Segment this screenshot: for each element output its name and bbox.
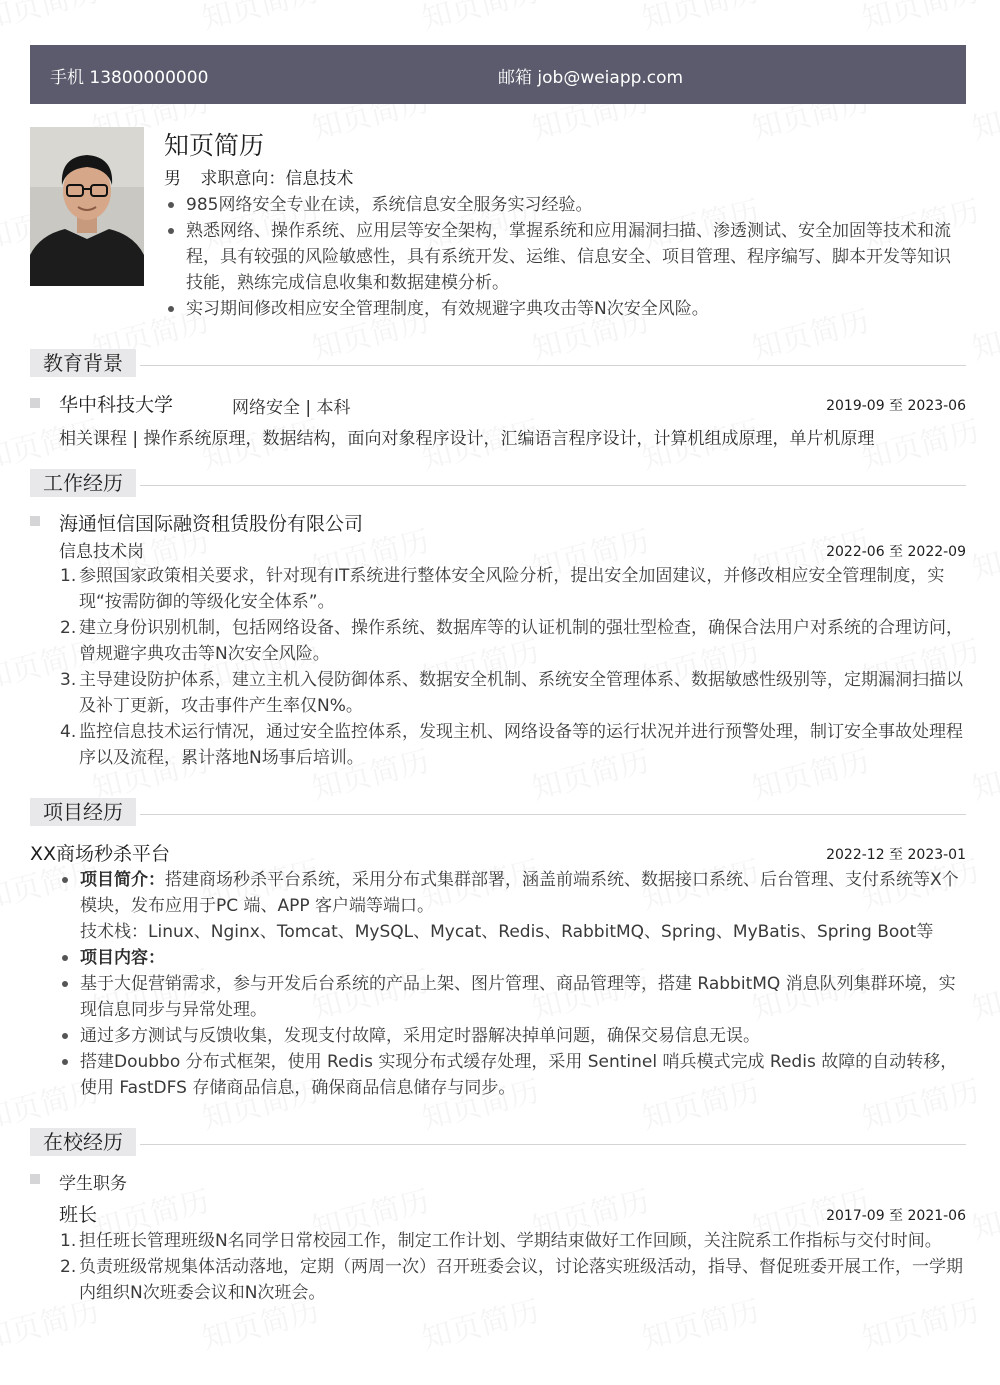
education-date: 2019-09 至 2023-06 <box>826 398 966 414</box>
list-item <box>60 1228 964 1254</box>
project-content-label <box>60 945 964 971</box>
section-divider <box>140 1144 966 1145</box>
item-text: 参照国家政策相关要求，针对现有IT系统进行整体安全风险分析，提出安全加固建议，并修改相应安全管理制度，实现“按需防御的等级化安全体系”。 <box>79 566 945 612</box>
item-number: 2. <box>60 618 77 638</box>
campus-duties <box>60 1228 964 1306</box>
list-item <box>60 1254 964 1306</box>
project-intro <box>60 867 964 919</box>
campus-date: 2017-09 至 2021-06 <box>826 1208 966 1224</box>
item-text: 主导建设防护体系，建立主机入侵防御体系、数据安全机制、系统安全管理体系、数据敏感性级别等，定期漏洞扫描以及补丁更新，攻击事件产生率仅N%。 <box>79 670 963 716</box>
summary-item: 熟悉网络、操作系统、应用层等安全架构，掌握系统和应用漏洞扫描、渗透测试、安全加固等技术和流程，具有较强的风险敏感性，具有系统开发、运维、信息安全、项目管理、程序编写、脚本开发等知识技能，熟练完成信息收集和数据建模分析。 <box>164 218 964 296</box>
contact-phone: 手机 13800000000 <box>50 68 209 88</box>
item-text: 建立身份识别机制，包括网络设备、操作系统、数据库等的认证机制的强壮型检查，确保合法用户对系统的合理访问，曾规避字典攻击等N次安全风险。 <box>79 618 963 664</box>
item-number: 1. <box>60 1231 77 1251</box>
section-divider <box>140 814 966 815</box>
profile-gender: 男 <box>164 169 181 189</box>
list-item <box>60 563 964 615</box>
item-number: 2. <box>60 1257 77 1277</box>
project-name: XX商场秒杀平台 <box>30 843 171 865</box>
work-date: 2022-06 至 2022-09 <box>826 544 966 560</box>
profile-intention: 求职意向：信息技术 <box>200 169 354 189</box>
item-number: 4. <box>60 722 77 742</box>
campus-category: 学生职务 <box>59 1174 127 1194</box>
summary-item: 实习期间修改相应安全管理制度，有效规避字典攻击等N次安全风险。 <box>164 296 964 322</box>
item-number: 3. <box>60 670 77 690</box>
contact-bar <box>30 45 966 104</box>
item-text: 负责班级常规集体活动落地，定期（两周一次）召开班委会议，讨论落实班级活动，指导、督促班委开展工作，一学期内组织N次班委会议和N次班会。 <box>79 1257 963 1303</box>
section-divider <box>140 485 966 486</box>
item-text: 担任班长管理班级N名同学日常校园工作，制定工作计划、学期结束做好工作回顾，关注院系工作指标与交付时间。 <box>79 1231 942 1251</box>
project-date: 2022-12 至 2023-01 <box>826 847 966 863</box>
section-title: 工作经历 <box>30 469 136 497</box>
school-major: 网络安全 | 本科 <box>232 398 351 418</box>
avatar-portrait-icon <box>30 127 144 286</box>
section-education <box>30 349 966 377</box>
work-duties <box>60 563 964 771</box>
list-item: 基于大促营销需求，参与开发后台系统的产品上架、图片管理、商品管理等，搭建 RabbitMQ 消息队列集群环境，实现信息同步与异常处理。 <box>60 971 964 1023</box>
profile-name: 知页简历 <box>164 131 265 160</box>
section-title: 教育背景 <box>30 349 136 377</box>
bullet-square-icon <box>30 398 40 408</box>
list-item: 通过多方测试与反馈收集，发现支付故障，采用定时器解决掉单问题，确保交易信息无误。 <box>60 1023 964 1049</box>
work-position: 信息技术岗 <box>59 542 144 562</box>
section-project <box>30 798 966 826</box>
section-divider <box>140 365 966 366</box>
project-stack: 技术栈：Linux、Nginx、Tomcat、MySQL、Mycat、Redis、RabbitMQ、Spring、MyBatis、Spring Boot等 <box>80 922 934 942</box>
section-campus <box>30 1128 966 1156</box>
education-courses: 相关课程 | 操作系统原理，数据结构，面向对象程序设计，汇编语言程序设计，计算机组成原理，单片机原理 <box>59 429 875 449</box>
work-company: 海通恒信国际融资租赁股份有限公司 <box>59 513 364 535</box>
list-item <box>60 719 964 771</box>
bullet-square-icon <box>30 516 40 526</box>
school-name: 华中科技大学 <box>59 394 174 416</box>
intro-text: 搭建商场秒杀平台系统，采用分布式集群部署，涵盖前端系统、数据接口系统、后台管理、支付系统等X个模块，发布应用于PC 端、APP 客户端等端口。 <box>80 870 959 916</box>
list-item: 搭建Doubbo 分布式框架，使用 Redis 实现分布式缓存处理，采用 Sentinel 哨兵模式完成 Redis 故障的自动转移，使用 FastDFS 存储商品信息，确保商品信息储存与同步。 <box>60 1049 964 1101</box>
project-details <box>60 867 964 1101</box>
avatar <box>30 127 144 286</box>
summary-item: 985网络安全专业在读，系统信息安全服务实习经验。 <box>164 192 964 218</box>
section-title: 项目经历 <box>30 798 136 826</box>
item-text: 监控信息技术运行情况，通过安全监控体系，发现主机、网络设备等的运行状况并进行预警处理，制订安全事故处理程序以及流程，累计落地N场事后培训。 <box>79 722 963 768</box>
profile-meta <box>164 164 367 189</box>
section-work <box>30 469 966 497</box>
intro-label: 项目简介： <box>80 870 165 890</box>
profile-summary <box>164 192 964 322</box>
contact-email: 邮箱 job@weiapp.com <box>498 68 684 88</box>
campus-role: 班长 <box>59 1204 98 1226</box>
item-number: 1. <box>60 566 77 586</box>
section-title: 在校经历 <box>30 1128 136 1156</box>
list-item <box>60 667 964 719</box>
list-item <box>60 615 964 667</box>
bullet-square-icon <box>30 1174 40 1184</box>
content-label: 项目内容： <box>80 948 165 968</box>
